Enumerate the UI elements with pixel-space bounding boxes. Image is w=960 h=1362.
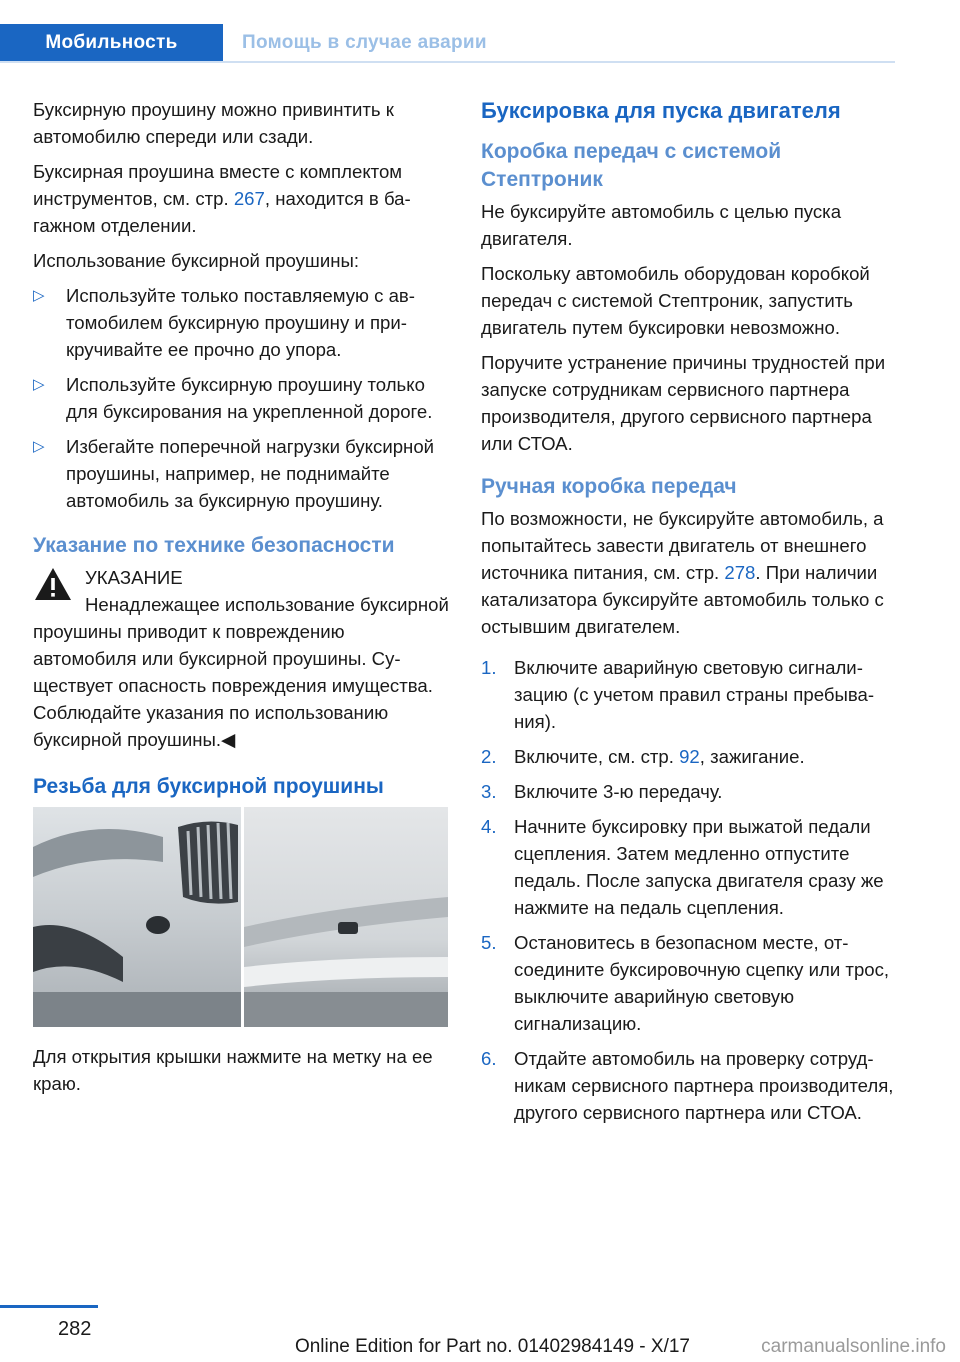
list-item: 4. Начните буксировку при выжатой педали сцепления. Затем медленно отпустите педаль. После запуска двигателя сразу же нажмите на педаль сцепления. — [481, 816, 884, 918]
steptronic-p3: Поручите устранение причины трудностей при запуске сотрудникам сервисного партнера производителя, другого сервисного партнера или СТОА. — [481, 352, 886, 454]
usage-paragraph: Использование буксирной проушины: — [33, 250, 360, 271]
list-item: 2. Включите, см. стр. 92, зажигание. — [481, 746, 805, 767]
thread-heading: Резьба для буксирной проушины — [33, 775, 384, 798]
page-link-267[interactable]: 267 — [233, 188, 265, 209]
triangle-bullet-icon: ▷ — [33, 376, 45, 393]
steps-list — [481, 654, 897, 1126]
page-link-278[interactable]: 278 — [724, 562, 756, 583]
list-item: 3. Включите 3-ю передачу. — [481, 781, 723, 802]
warning-triangle-icon — [33, 566, 73, 602]
list-item: 6. Отдайте автомобиль на проверку сотрудникам сервисного партнера производителя, другого сервисного партнера или СТОА. — [481, 1048, 894, 1123]
tools-paragraph: Буксирная проушина вместе с комплектом инструментов, см. стр. 267, находится в багажном отделении. — [33, 161, 411, 236]
usage-list — [33, 282, 449, 514]
right-column — [481, 96, 897, 1134]
steptronic-heading: Коробка передач с системой Стептроник — [481, 140, 782, 191]
warning-title: УКАЗАНИЕ — [85, 567, 183, 588]
edition-note: Online Edition for Part no. 01402984149 - X/17 — [294, 1336, 690, 1357]
steptronic-p2: Поскольку автомобиль оборудован коробкой передач с системой Стептроник, запустить двигатель путем буксировки невозможно. — [481, 263, 870, 338]
warning-block — [33, 564, 449, 753]
page-number: 282 — [58, 1318, 92, 1340]
tab-mobility[interactable]: Мобильность — [0, 24, 223, 62]
left-column — [33, 96, 449, 1105]
steptronic-p1: Не буксируйте автомобиль с целью пуска двигателя. — [481, 201, 842, 249]
photo-caption: Для открытия крышки нажмите на метку на ее краю. — [33, 1046, 433, 1094]
list-item: ▷ Избегайте поперечной нагрузки буксирной проушины, например, не поднимайте автомобиль за буксирную проушину. — [33, 433, 449, 514]
watermark: carmanualsonline.info — [761, 1336, 946, 1357]
footer-accent-line — [0, 1305, 98, 1308]
tow-eye-cover-photo — [33, 807, 448, 1027]
tab-emergency-help[interactable]: Помощь в случае аварии — [242, 32, 487, 53]
header-bar — [0, 0, 960, 64]
list-item: ▷ Используйте буксирную проушину только для буксирования на укрепленной дороге. — [33, 371, 449, 425]
tow-start-heading: Буксировка для пуска двигателя — [481, 98, 841, 123]
page-link-92[interactable]: 92 — [679, 746, 700, 767]
manual-heading: Ручная коробка передач — [481, 475, 737, 498]
header-divider — [0, 61, 895, 63]
warning-text: Ненадлежащее использование буксирной проушины приводит к повреждению автомобиля или буксирной проушины. Существует опасность повреждения имущества. Соблюдайте указания по использованию буксирной проушины.◀ — [33, 594, 449, 750]
safety-heading: Указание по технике безопасности — [33, 534, 395, 557]
list-item: ▷ Используйте только поставляемую с автомобилем буксирную проушину и прикручивайте ее прочно до упора. — [33, 282, 449, 363]
list-item: 5. Остановитесь в безопасном месте, отсоедините буксировочную сцепку или трос, выключите аварийную световую сигнализацию. — [481, 932, 890, 1034]
list-item: 1. Включите аварийную световую сигнализацию (с учетом правил страны пребывания). — [481, 657, 875, 732]
intro-paragraph: Буксирную проушину можно привинтить к автомобилю спереди или сзади. — [33, 99, 394, 147]
triangle-bullet-icon: ▷ — [33, 438, 45, 455]
triangle-bullet-icon: ▷ — [33, 287, 45, 304]
manual-paragraph: По возможности, не буксируйте автомобиль, а попытайтесь завести двигатель от внешнего источника питания, см. стр. 278. При наличии катализатора буксируйте автомобиль только с остывшим двигателем. — [481, 508, 884, 637]
